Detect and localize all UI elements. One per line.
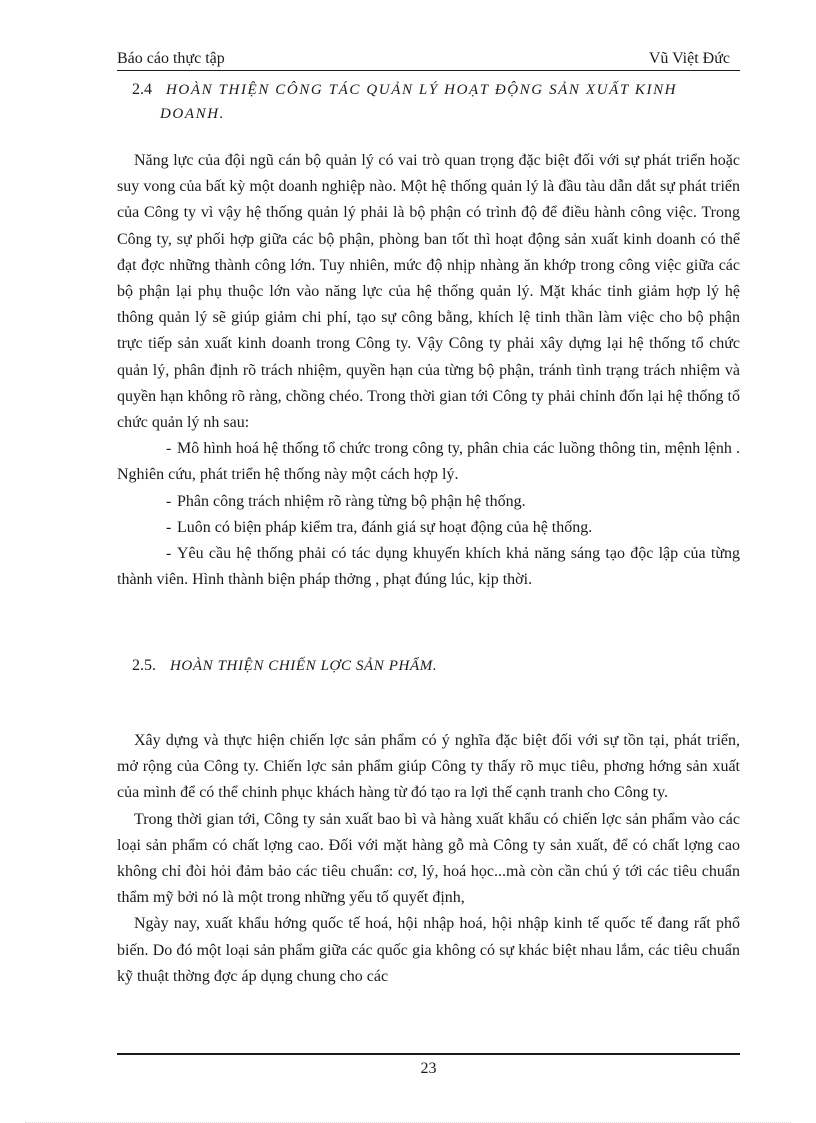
- page-number: 23: [420, 1060, 437, 1077]
- section-number: 2.5.: [132, 657, 156, 674]
- section-heading-2-4: [132, 78, 740, 126]
- bullet-item: [117, 541, 740, 593]
- bullet-marker: -: [166, 440, 172, 458]
- section-body-2-5: [117, 728, 740, 990]
- section-title-line1: HOÀN THIỆN CÔNG TÁC QUẢN LÝ HOẠT ĐỘNG SẢN XUẤT KINH: [166, 82, 678, 98]
- body-paragraph: Năng lực của đội ngũ cán bộ quản lý có vai trò quan trọng đặc biệt đối với sự phát triển hoặc suy vong của bất kỳ một doanh nghiệp nào. Một hệ thống quản lý là đầu tàu dẫn dắt sự phát triển của Công ty vì vậy hệ thống quản lý phải là bộ phận có trình độ để điều hành công việc. Trong Công ty, sự phối hợp giữa các bộ phận, phòng ban tốt thì hoạt động sản xuất kinh doanh có thể đạt đợc những thành công lớn. Tuy nhiên, mức độ nhịp nhàng ăn khớp trong công việc giữa các bộ phận lại phụ thuộc lớn vào năng lực của hệ thống quản lý. Mặt khác tinh giảm hợp lý hệ thông quản lý sẽ giúp giảm chi phí, tạo sự công bằng, khích lệ tinh thần làm việc cho bộ phận trực tiếp sản xuất kinh doanh trong Công ty. Vậy Công ty phải xây dựng lại hệ thống tổ chức quản lý, phân định rõ trách nhiệm, quyền hạn của từng bộ phận, tránh tình trạng trách nhiệm và quyền hạn không rõ ràng, chồng chéo. Trong thời gian tới Công ty phải chỉnh đốn lại hệ thống tổ chức quản lý nh sau:: [117, 152, 740, 432]
- body-paragraph: Ngày nay, xuất khẩu hớng quốc tế hoá, hội nhập hoá, hội nhập kinh tế quốc tế đang rất phổ biến. Do đó một loại sản phẩm giữa các quốc gia không có sự khác biệt nhau lắm, các tiêu chuẩn kỹ thuật thờng đợc áp dụng chung cho các: [117, 915, 740, 985]
- bullet-marker: -: [166, 492, 172, 510]
- section-title: HOÀN THIỆN CHIẾN LỢC SẢN PHẨM.: [170, 658, 438, 674]
- bullet-item: [117, 436, 740, 488]
- header-author-name: Vũ Việt Đức: [648, 50, 730, 67]
- bullet-text: Mô hình hoá hệ thống tổ chức trong công ty, phân chia các luồng thông tin, mệnh lệnh . Nghiên cứu, phát triển hệ thống này một cách hợp lý.: [117, 440, 740, 484]
- bullet-text: Yêu cầu hệ thống phải có tác dụng khuyến khích khả năng sáng tạo độc lập của từng thành viên. Hình thành biện pháp thởng , phạt đúng lúc, kịp thời.: [117, 545, 740, 589]
- section-number: 2.4: [132, 81, 152, 98]
- header-report-title: Báo cáo thực tập: [117, 50, 225, 67]
- section-title-line2: DOANH.: [160, 106, 226, 122]
- body-paragraph: Trong thời gian tới, Công ty sản xuất bao bì và hàng xuất khẩu có chiến lợc sản phẩm vào các loại sản phẩm có chất lợng cao. Đối với mặt hàng gỗ mà Công ty sản xuất, để có chất lợng cao không chỉ đòi hỏi đảm bảo các tiêu chuẩn: cơ, lý, hoá học...mà còn cần chú ý tới các tiêu chuẩn thẩm mỹ bởi nó là một trong những yếu tố quyết định,: [117, 810, 740, 907]
- section-body-2-4: [117, 148, 740, 593]
- bullet-marker: -: [166, 545, 172, 563]
- bullet-item: [117, 489, 740, 515]
- bullet-item: [117, 515, 740, 541]
- page-header: [117, 48, 740, 71]
- bullet-marker: -: [166, 518, 172, 536]
- section-heading-2-5: [132, 654, 740, 678]
- bullet-text: Luôn có biện pháp kiểm tra, đánh giá sự hoạt động của hệ thống.: [177, 518, 593, 536]
- bullet-text: Phân công trách nhiệm rõ ràng từng bộ phận hệ thống.: [177, 492, 526, 510]
- footer-divider: [117, 1053, 740, 1055]
- body-paragraph: Xây dựng và thực hiện chiến lợc sản phẩm có ý nghĩa đặc biệt đối với sự tồn tại, phát triển, mở rộng của Công ty. Chiến lợc sản phẩm giúp Công ty thấy rõ mục tiêu, phơng hớng sản xuất của mình để có thể chinh phục khách hàng từ đó tạo ra lợi thế cạnh tranh cho Công ty.: [117, 732, 740, 802]
